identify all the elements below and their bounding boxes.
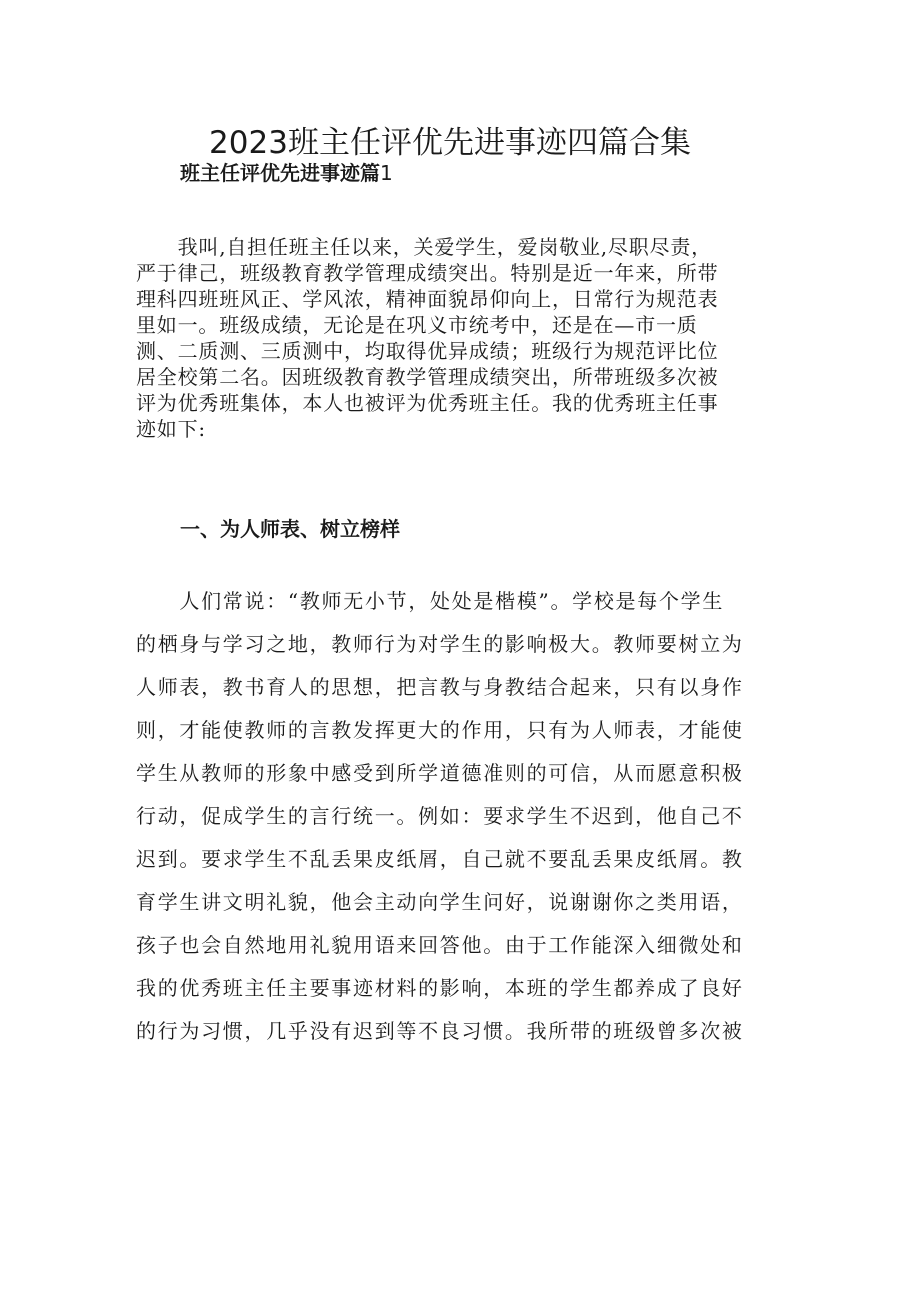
text-line: 则，才能使教师的言教发挥更大的作用，只有为人师表，才能使 — [136, 718, 744, 742]
intro-paragraph — [136, 234, 788, 442]
section-number: 1 — [380, 161, 393, 185]
body-paragraph — [136, 580, 788, 1053]
text-line: 的行为习惯，几乎没有迟到等不良习惯。我所带的班级曾多次被 — [136, 1019, 744, 1043]
text-line: 居全校第二名。因班级教育教学管理成绩突出，所带班级多次被 — [136, 365, 719, 389]
text-line: 孩子也会自然地用礼貌用语来回答他。由于工作能深入细微处和 — [136, 933, 744, 957]
text-line: 人们常说：“教师无小节，处处是楷模”。学校是每个学生 — [136, 589, 725, 613]
text-line: 人师表，教书育人的思想，把言教与身教结合起来，只有以身作 — [136, 675, 744, 699]
text-line: 迟到。要求学生不乱丢果皮纸屑，自己就不要乱丢果皮纸屑。教 — [136, 847, 744, 871]
heading-role-model: 一、为人师表、树立榜样 — [180, 517, 400, 541]
text-line: 迹如下: — [136, 417, 206, 441]
text-line: 测、二质测、三质测中，均取得优异成绩；班级行为规范评比位 — [136, 339, 719, 363]
text-line: 里如一。班级成绩，无论是在巩义市统考中，还是在—市一质 — [136, 313, 698, 337]
text-line: 理科四班班风正、学风浓，精神面貌昂仰向上，日常行为规范表 — [136, 287, 719, 311]
text-line: 学生从教师的形象中感受到所学道德准则的可信，从而愿意积极 — [136, 761, 744, 785]
text-line: 评为优秀班集体，本人也被评为优秀班主任。我的优秀班主任事 — [136, 391, 719, 415]
text-line: 育学生讲文明礼貌，他会主动向学生问好，说谢谢你之类用语， — [136, 890, 744, 914]
section-title-text: 班主任评优先进事迹篇 — [180, 161, 380, 185]
text-line: 的栖身与学习之地，教师行为对学生的影响极大。教师要树立为 — [136, 632, 744, 656]
section-title — [180, 158, 780, 188]
text-line: 严于律己，班级教育教学管理成绩突出。特别是近一年来，所带 — [136, 261, 719, 285]
text-line: 我的优秀班主任主要事迹材料的影响，本班的学生都养成了良好 — [136, 976, 744, 1000]
text-line: 我叫,自担任班主任以来，关爱学生，爱岗敬业,尽职尽责， — [136, 235, 712, 259]
text-line: 行动，促成学生的言行统一。例如：要求学生不迟到，他自己不 — [136, 804, 744, 828]
document-title: 2023班主任评优先进事迹四篇合集 — [209, 125, 691, 161]
